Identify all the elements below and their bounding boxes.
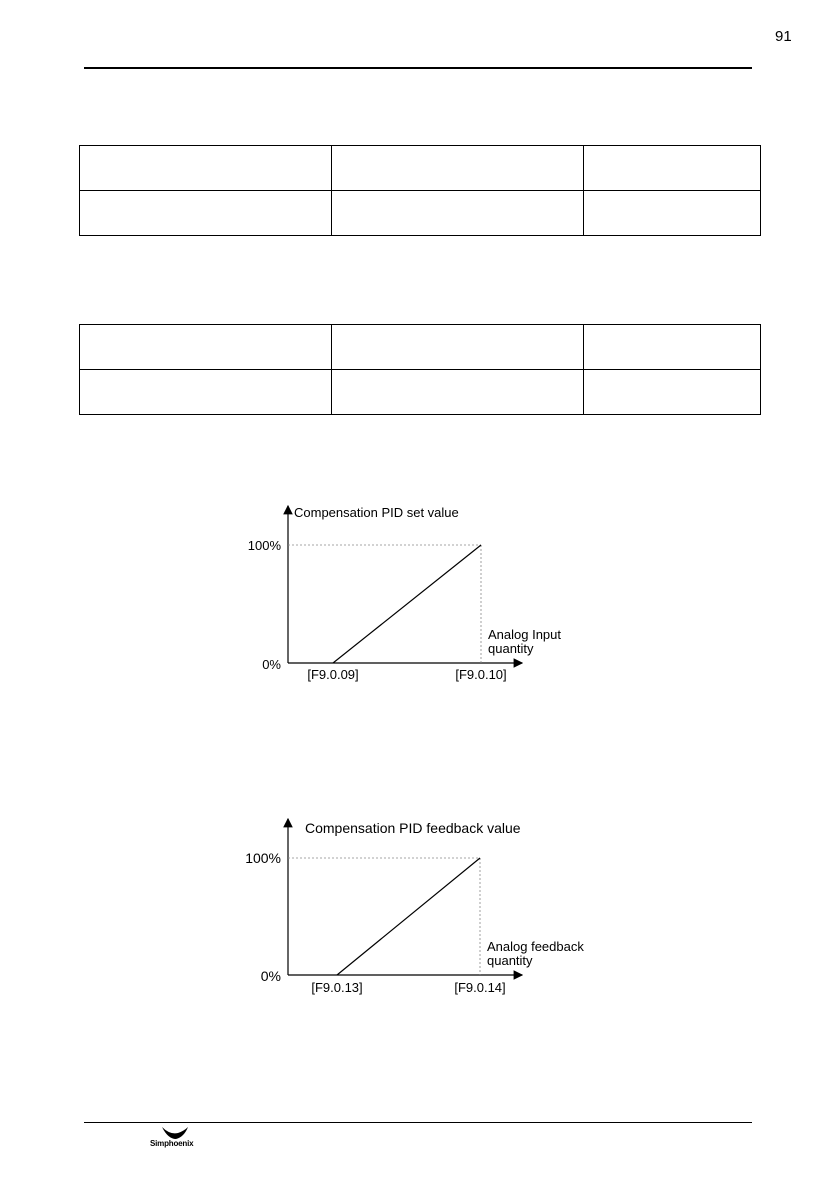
y-tick-label: 0% [262, 657, 281, 672]
y-axis-title: Compensation PID set value [294, 505, 459, 520]
series-line [337, 858, 480, 975]
set-value-chart [248, 505, 562, 682]
feedback-value-chart [245, 819, 584, 995]
y-axis-title: Compensation PID feedback value [305, 820, 521, 836]
x-tick-label: [F9.0.10] [455, 667, 507, 682]
x-axis-title: Analog Input [488, 627, 562, 642]
x-axis-title: quantity [487, 953, 533, 968]
x-tick-label: [F9.0.13] [311, 980, 363, 995]
footer-rule [84, 1122, 752, 1123]
x-tick-label: [F9.0.14] [454, 980, 506, 995]
x-axis-title: quantity [488, 641, 534, 656]
page-number: 91 [775, 28, 792, 45]
brand-name: Simphoenix [150, 1139, 194, 1148]
y-tick-label: 100% [247, 538, 281, 553]
x-tick-label: [F9.0.09] [307, 667, 359, 682]
y-tick-label: 0% [260, 968, 281, 984]
series-line [333, 545, 481, 663]
y-tick-label: 100% [245, 850, 281, 866]
x-axis-title: Analog feedback [487, 939, 584, 954]
